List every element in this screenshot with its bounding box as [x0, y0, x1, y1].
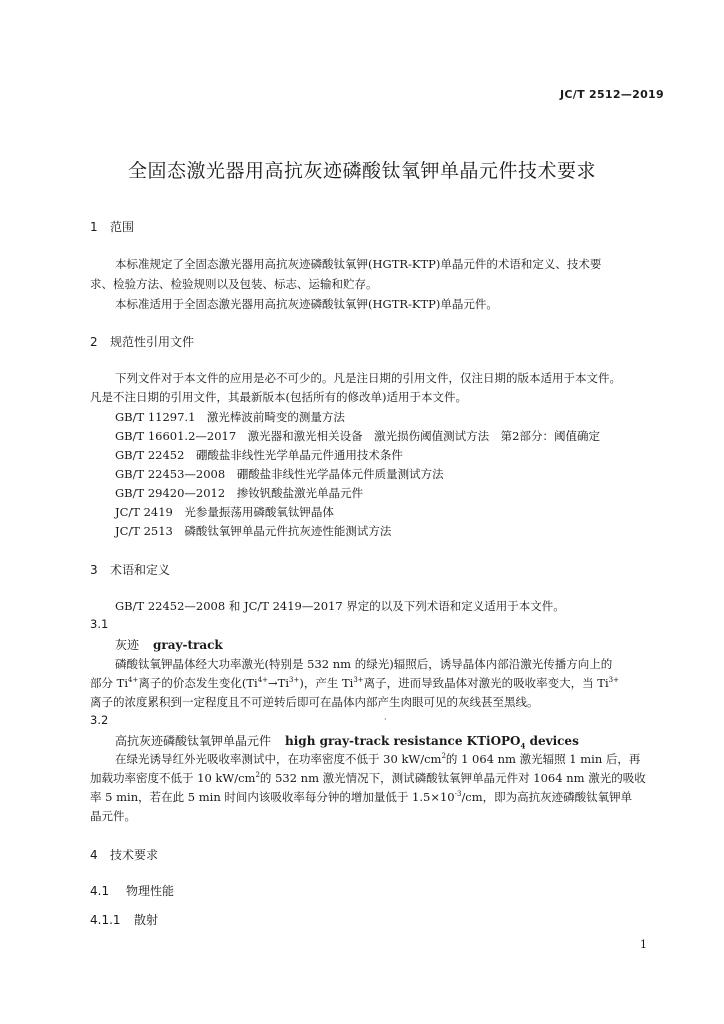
paragraph-line: 在绿光诱导红外光吸收率测试中，在功率密度不低于 30 $kW/cm^2$的 1 064 nm 激光辐照 1 min 后，再	[115, 752, 641, 766]
page-number: 1	[640, 938, 647, 951]
term-heading	[115, 636, 223, 653]
term-number: 3.1	[90, 617, 109, 631]
standard-code: JC/T 2512—2019	[560, 88, 664, 101]
paragraph-line: 部分 $Ti^{4+}$离子的价态发生变化$(Ti^{4+}\to Ti^{3+})$，产生 $Ti^{3+}$离子，进而导致晶体对激光的吸收率变大，当 $Ti^{3+}$	[90, 676, 619, 690]
section-number: 1	[90, 220, 98, 234]
document-title: 全固态激光器用高抗灰迹磷酸钛氧钾单晶元件技术要求	[127, 160, 596, 182]
term-number: 3.2	[90, 713, 109, 727]
paragraph-line: 本标准规定了全固态激光器用高抗灰迹磷酸钛氧钾(HGTR-KTP)单晶元件的术语和定义、技术要	[115, 257, 602, 271]
reference-item: GB/T 29420—2012 掺钕钒酸盐激光单晶元件	[115, 486, 364, 500]
section-number: 3	[90, 563, 98, 577]
paragraph-line: GB/T 22452—2008 和 JC/T 2419—2017 界定的以及下列术语和定义适用于本文件。	[115, 599, 565, 613]
section-number: 2	[90, 335, 98, 349]
paragraph-line: 磷酸钛氧钾晶体经大功率激光(特别是 532 nm 的绿光)辐照后，诱导晶体内部沿激光传播方向上的	[115, 657, 613, 671]
section-2-heading	[90, 333, 194, 350]
paragraph-line: 凡是不注日期的引用文件，其最新版本(包括所有的修改单)适用于本文件。	[90, 390, 467, 404]
term-zh: 灰迹	[115, 638, 140, 652]
reference-item: GB/T 22453—2008 硼酸盐非线性光学晶体元件质量测试方法	[115, 467, 444, 481]
reference-item: GB/T 16601.2—2017 激光器和激光相关设备 激光损伤阈值测试方法 第2部分：阈值确定	[115, 429, 600, 443]
paragraph-line: 求、检验方法、检验规则以及包装、标志、运输和贮存。	[90, 277, 378, 291]
reference-item: GB/T 11297.1 激光棒波前畸变的测量方法	[115, 410, 345, 424]
section-1-heading	[90, 218, 134, 235]
reference-item: GB/T 22452 硼酸盐非线性光学单晶元件通用技术条件	[115, 448, 403, 462]
term-en: high gray-track resistance KTiOPO$_4$ devices	[285, 734, 579, 751]
paragraph-line: 下列文件对于本文件的应用是必不可少的。凡是注日期的引用文件，仅注日期的版本适用于本文件。	[115, 371, 621, 385]
reference-item: JC/T 2513 磷酸钛氧钾单晶元件抗灰迹性能测试方法	[115, 524, 392, 538]
paragraph-line: 加载功率密度不低于 10 $kW/cm^2$的 532 nm 激光情况下，测试磷酸钛氧钾单晶元件对 1064 nm 激光的吸收	[90, 771, 646, 785]
paragraph-line: 本标准适用于全固态激光器用高抗灰迹磷酸钛氧钾(HGTR-KTP)单晶元件。	[115, 297, 498, 311]
reference-item: JC/T 2419 光参量振荡用磷酸氧钛钾晶体	[115, 505, 334, 519]
section-4-heading	[90, 846, 158, 863]
subsection-4-1-heading: 4.1 物理性能	[90, 884, 175, 898]
section-title: 范围	[110, 220, 135, 234]
section-number: 4	[90, 848, 98, 862]
term-heading	[115, 732, 579, 749]
section-3-heading	[90, 561, 170, 578]
section-title: 术语和定义	[110, 563, 171, 577]
section-title: 技术要求	[110, 848, 159, 862]
paragraph-line: 率 5 min，若在此 5 min 时间内该吸收率每分钟的增加量低于 $1.5\times 10^{-3}/cm$，即为高抗灰迹磷酸钛氧钾单	[90, 790, 633, 804]
term-zh: 高抗灰迹磷酸钛氧钾单晶元件	[115, 734, 272, 748]
paragraph-line: 晶元件。	[90, 809, 136, 823]
subsection-4-1-1-heading: 4.1.1 散射	[90, 913, 159, 927]
section-title: 规范性引用文件	[110, 335, 195, 349]
stray-mark: ·	[384, 715, 387, 724]
term-en: gray-track	[153, 638, 223, 652]
paragraph-line: 离子的浓度累积到一定程度且不可逆转后即可在晶体内部产生肉眼可见的灰线甚至黑线。	[90, 695, 539, 709]
